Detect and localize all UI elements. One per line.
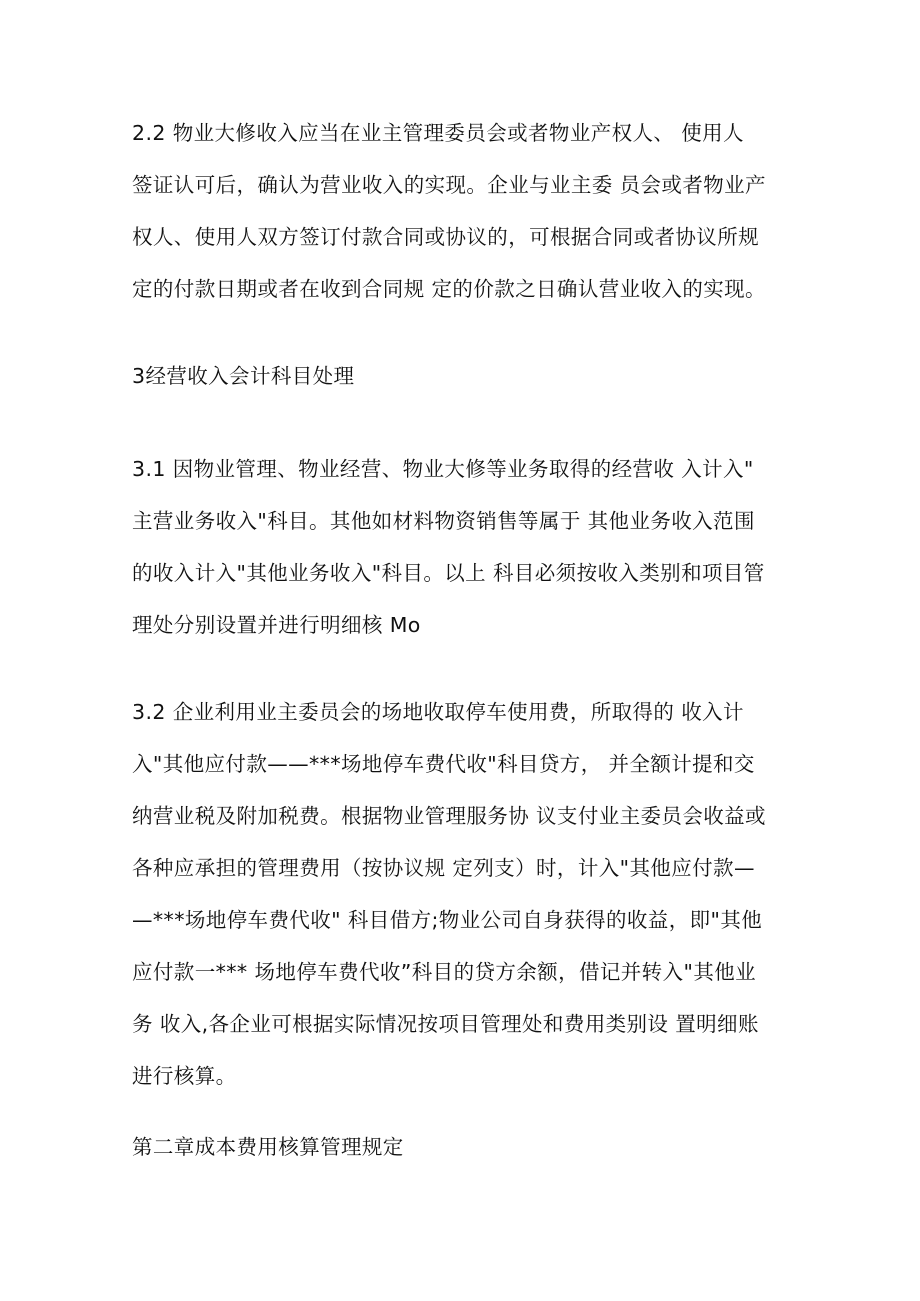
paragraph-2-2 bbox=[132, 107, 797, 315]
paragraph-3-2 bbox=[132, 686, 797, 1102]
paragraph-line: 应付款一*** 场地停车费代收”科目的贷方余额，借记并转入"其他业 bbox=[132, 960, 757, 984]
paragraph-line: 定的付款日期或者在收到合同规 定的价款之日确认营业收入的实现。 bbox=[132, 277, 766, 301]
paragraph-line: 3.2 企业利用业主委员会的场地收取停车使用费，所取得的 收入计 bbox=[132, 700, 744, 724]
paragraph-line: 3.1 因物业管理、物业经营、物业大修等业务取得的经营收 入计入" bbox=[132, 457, 754, 481]
paragraph-line: 2.2 物业大修收入应当在业主管理委员会或者物业产权人、 使用人 bbox=[132, 121, 744, 145]
paragraph-line: 主营业务收入"科目。其他如材料物资销售等属于 其他业务收入范围 bbox=[132, 509, 755, 533]
section-heading-3: 3经营收入会计科目处理 bbox=[132, 364, 355, 388]
paragraph-line: 签证认可后，确认为营业收入的实现。企业与业主委 员会或者物业产 bbox=[132, 173, 766, 197]
paragraph-line: 的收入计入"其他业务收入"科目。以上 科目必须按收入类别和项目管 bbox=[132, 561, 765, 585]
paragraph-line: 理处分别设置并进行明细核 Mo bbox=[132, 613, 421, 637]
paragraph-line: 进行核算。 bbox=[132, 1064, 237, 1088]
paragraph-line: 入"其他应付款——***场地停车费代收"科目贷方， 并全额计提和交 bbox=[132, 752, 755, 776]
paragraph-line: 务 收入,各企业可根据实际情况按项目管理处和费用类别设 置明细账 bbox=[132, 1012, 759, 1036]
chapter-heading-2: 第二章成本费用核算管理规定 bbox=[132, 1135, 404, 1159]
paragraph-3-1 bbox=[132, 443, 797, 651]
paragraph-line: 纳营业税及附加税费。根据物业管理服务协 议支付业主委员会收益或 bbox=[132, 804, 766, 828]
paragraph-line: —***场地停车费代收" 科目借方;物业公司自身获得的收益，即"其他 bbox=[132, 908, 763, 932]
paragraph-line: 权人、使用人双方签订付款合同或协议的，可根据合同或者协议所规 bbox=[132, 225, 759, 249]
paragraph-line: 各种应承担的管理费用（按协议规 定列支）时，计入"其他应付款— bbox=[132, 856, 755, 880]
